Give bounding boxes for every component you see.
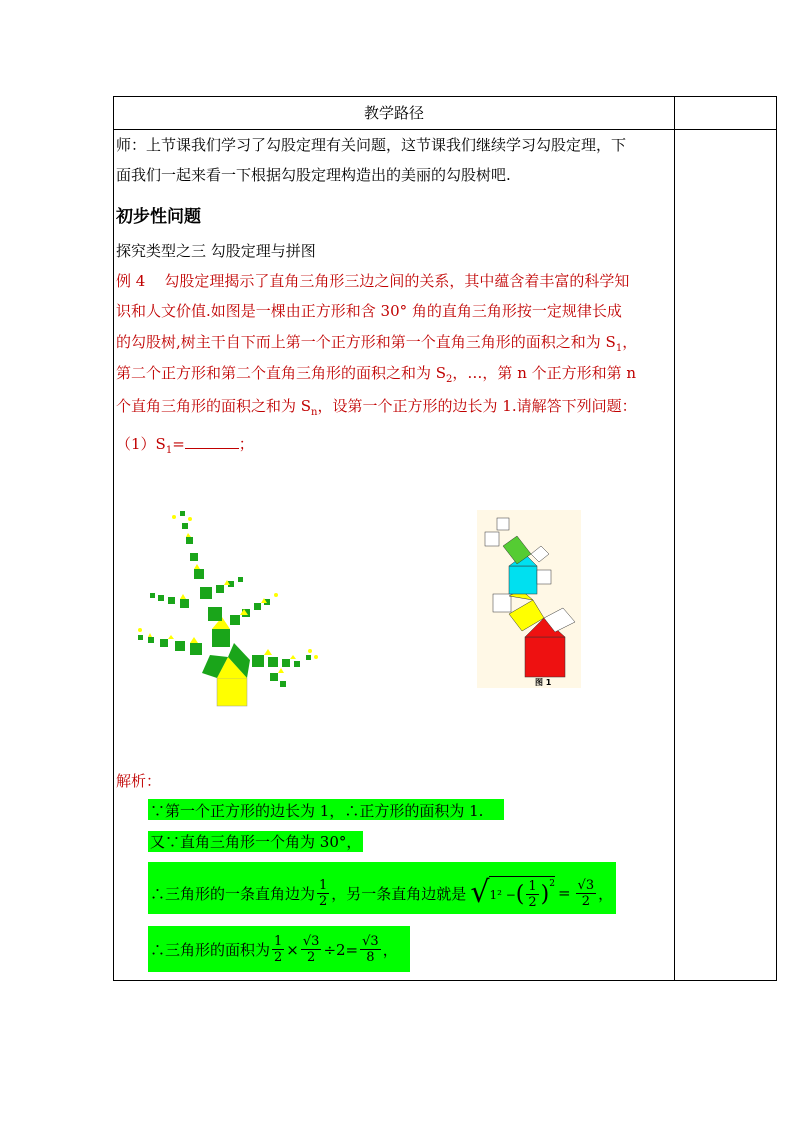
solution-step-2 <box>148 830 374 851</box>
equals-sign: = <box>557 884 571 902</box>
teacher-line-2: 面我们一起来看一下根据勾股定理构造出的美丽的勾股树吧. <box>116 166 511 184</box>
divide-text: ÷2= <box>323 940 359 959</box>
frac-num: √3 <box>362 934 379 949</box>
example-line-1 <box>116 270 629 291</box>
section-heading: 初步性问题 <box>116 207 201 227</box>
example-text-4a: 第二个正方形和第二个直角三角形的面积之和为 S <box>116 364 447 382</box>
example-text-5b: ，设第一个正方形的边长为 1.请解答下列问题： <box>317 397 637 415</box>
fraction-one-half <box>317 878 329 909</box>
figure-caption: 图 1 <box>535 678 552 687</box>
comma: ， <box>598 884 614 903</box>
fraction-sqrt3-over-8 <box>360 934 381 965</box>
sn-subscript: n <box>311 407 318 418</box>
fraction-inner-half <box>526 879 538 910</box>
q1-subscript: 1 <box>165 445 173 456</box>
step3-text-a: ∴三角形的一条直角边为 <box>150 884 316 903</box>
answer-blank <box>185 434 239 449</box>
comma: ， <box>382 941 398 959</box>
frac-num: 1 <box>319 877 328 893</box>
solution-step-4-row <box>150 934 398 965</box>
s2-subscript: 2 <box>446 374 453 385</box>
fraction-sqrt3-over-2 <box>576 878 597 909</box>
q1-end: ； <box>238 435 254 453</box>
tree-trunk <box>180 511 250 706</box>
example-text-4b: ，…，第 n 个正方形和第 n <box>452 364 637 382</box>
column-divider <box>674 97 675 980</box>
example-text-5a: 个直角三角形的面积之和为 S <box>116 397 312 415</box>
solution-step-1 <box>148 799 504 820</box>
step4-text-a: ∴三角形的面积为 <box>150 941 271 959</box>
solution-step-3 <box>148 862 616 914</box>
frac-num: 1 <box>274 934 283 949</box>
example-text-3-end: ， <box>622 333 638 351</box>
frac-den: 8 <box>366 950 375 965</box>
step3-text-b: ，另一条直角边就是 <box>331 884 467 903</box>
red-square <box>525 637 565 677</box>
example-label: 例 4 <box>116 272 146 290</box>
q1-eq: = <box>172 435 185 453</box>
frac-den: 2 <box>581 893 590 909</box>
example-line-3 <box>116 331 637 354</box>
s1-subscript: 1 <box>615 343 623 354</box>
sqrt-expression <box>470 876 613 910</box>
radicand <box>489 876 555 910</box>
solution-step-1-text: ∵第一个正方形的边长为 1，∴正方形的面积为 1. <box>150 802 484 820</box>
square-exponent: 2 <box>549 879 555 889</box>
solution-label: 解析： <box>116 772 162 790</box>
frac-num: 1 <box>528 879 537 894</box>
row-divider <box>114 129 776 130</box>
example-line-4 <box>116 362 636 385</box>
one-squared: 1² − <box>489 887 516 902</box>
table-header: 教学路径 <box>363 104 424 122</box>
question-1 <box>116 433 254 456</box>
example-text-1: 勾股定理揭示了直角三角形三边之间的关系，其中蕴含着丰富的科学知 <box>164 272 630 290</box>
example-text-3: 的勾股树,树主干自下而上第一个正方形和第一个直角三角形的面积之和为 S <box>116 333 616 351</box>
example-line-2: 识和人文价值.如图是一棵由正方形和含 30° 角的直角三角形按一定规律长成 <box>116 302 622 320</box>
explore-type: 探究类型之三 勾股定理与拼图 <box>116 242 316 260</box>
q1-prefix: （1）S <box>116 435 166 453</box>
frac-num: √3 <box>577 877 595 893</box>
frac-den: 2 <box>274 950 283 965</box>
solution-step-3-row <box>150 876 613 910</box>
solution-step-4 <box>148 926 410 972</box>
tree-leaves <box>138 515 318 673</box>
left-paren: ( <box>515 882 525 907</box>
solution-step-2-text: 又∵直角三角形一个角为 30°， <box>150 833 362 851</box>
example-line-5 <box>116 395 637 418</box>
square-stack-figure <box>477 510 581 688</box>
teacher-line-1: 师：上节课我们学习了勾股定理有关问题，这节课我们继续学习勾股定理，下 <box>116 136 627 154</box>
cyan-square <box>509 566 537 594</box>
radical-sign: √ <box>470 875 490 910</box>
fraction-half <box>272 934 284 965</box>
fraction-sqrt3-over-2 <box>301 934 322 965</box>
frac-den: 2 <box>319 893 328 909</box>
pythagoras-tree-figure <box>130 505 340 710</box>
frac-den: 2 <box>528 895 537 910</box>
times-sign: × <box>286 940 299 959</box>
frac-num: √3 <box>302 934 320 949</box>
frac-den: 2 <box>307 950 316 965</box>
right-paren: ) <box>540 882 550 907</box>
